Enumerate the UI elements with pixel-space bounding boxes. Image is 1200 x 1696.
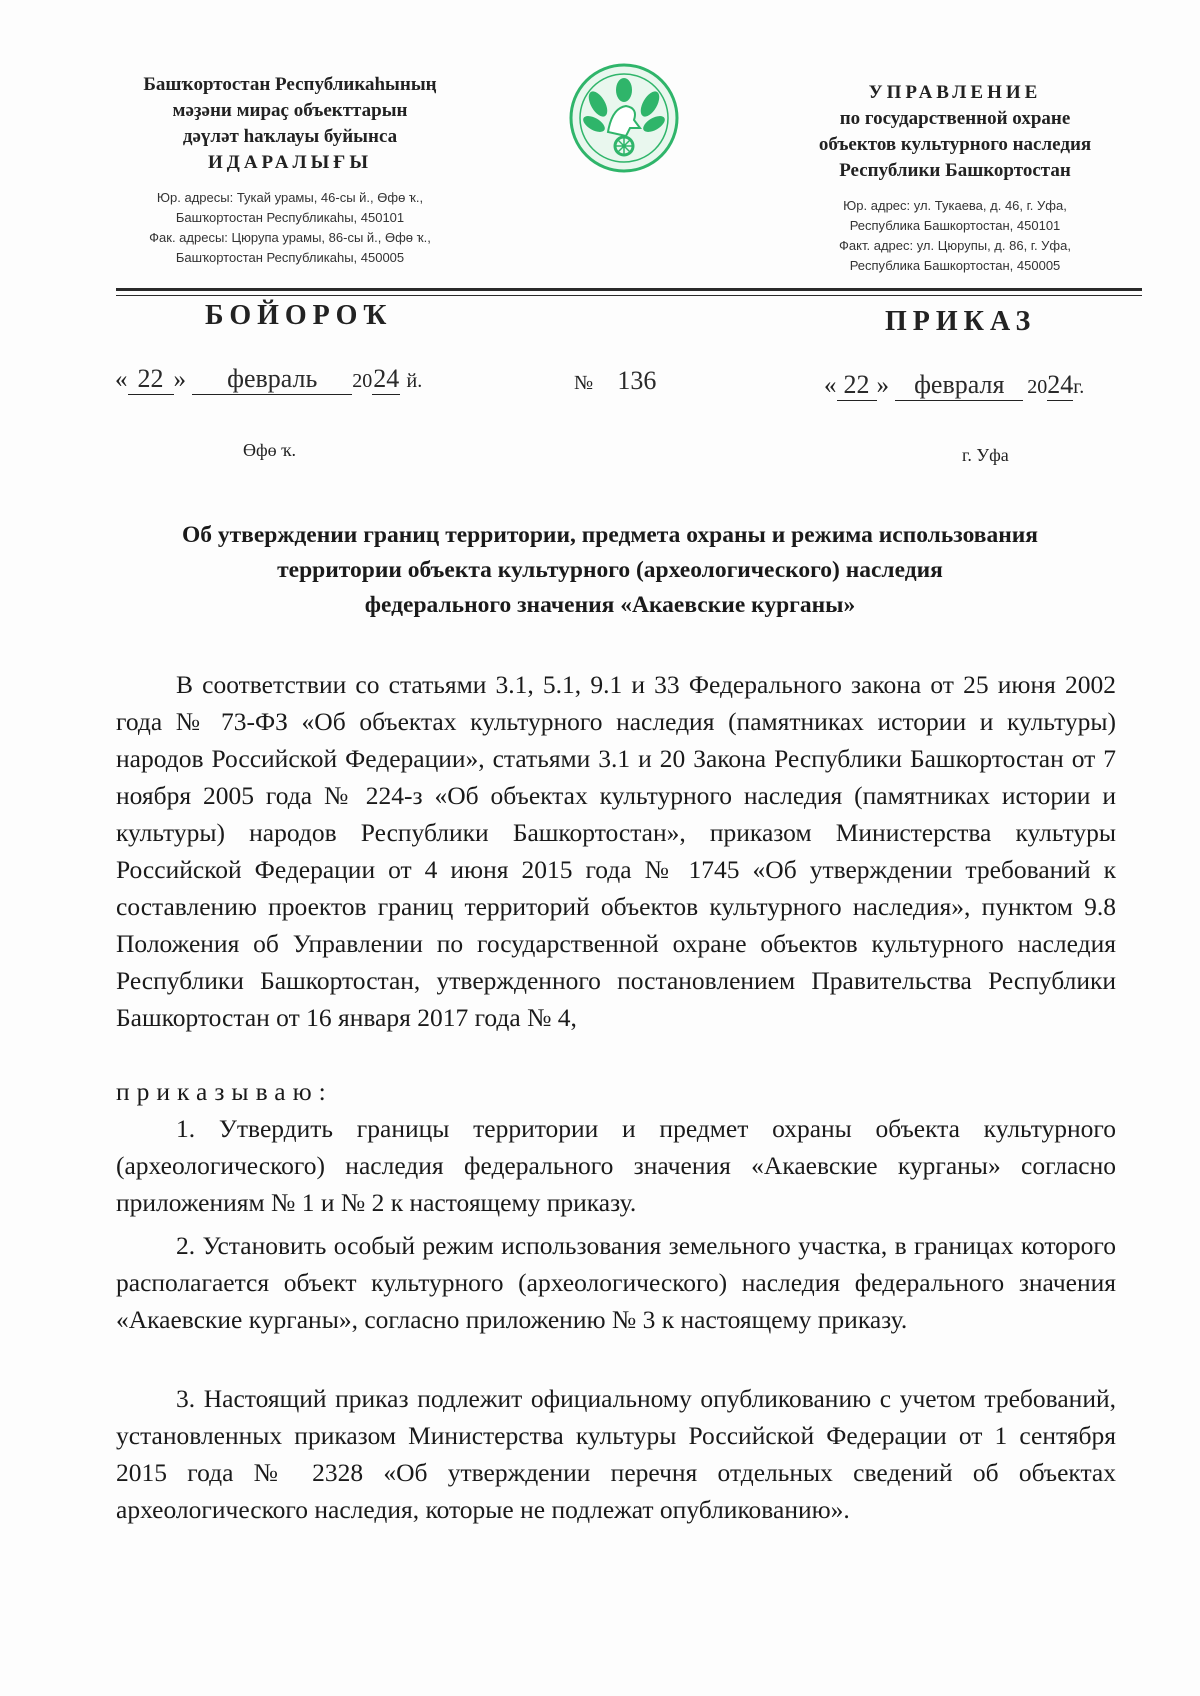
title-line1: Об утверждении границ территории, предмета охраны и режима использования <box>181 522 1038 548</box>
date-right-quote-open: « <box>824 372 837 399</box>
header-left-address4: Башҡортостан Республикаһы, 450005 <box>175 250 405 265</box>
item-2-paragraph: 2. Установить особый режим использования земельного участка, в границах которого располагается объект культурного (археологического) наследия федерального значения «Акаевские курганы», согласно приложению № 3 к настоящему приказу. <box>116 1231 1116 1334</box>
date-right-year-unit: г. <box>1073 376 1085 398</box>
header-divider-thin <box>116 295 1142 296</box>
header-right-line1: УПРАВЛЕНИЕ <box>868 82 1042 103</box>
order-word: приказываю: <box>116 1077 333 1106</box>
item-3-paragraph: 3. Настоящий приказ подлежит официальному опубликованию с учетом требований, установленных приказом Министерства культуры Российской Федерации от 1 сентября 2015 года № 2328 «Об утверждении перечня отдельных сведений об объектах археологического наследия, которые не подлежат опубликованию». <box>116 1384 1116 1524</box>
header-left-line2: мәҙәни мираҫ объекттарын <box>172 100 408 121</box>
date-left-quote-open: « <box>115 366 128 393</box>
header-right <box>770 80 1140 276</box>
document-title <box>110 518 1110 623</box>
doc-type-right: ПРИКАЗ <box>885 306 1037 337</box>
date-right-quote-close: » <box>876 372 889 399</box>
header-left-address3: Фак. адресы: Цюрупа урамы, 86-сы й., Өфө ҡ., <box>149 230 431 245</box>
title-line2: территории объекта культурного (археологического) наследия <box>277 557 943 583</box>
header-left-line4: ИДАРАЛЫҒЫ <box>207 152 373 173</box>
header-right-address2: Республика Башкортостан, 450101 <box>849 218 1061 233</box>
header-left-line3: дәүләт һаҡлауы буйынса <box>182 126 398 147</box>
header-left-line1: Башҡортостан Республикаһының <box>143 74 437 95</box>
date-left-year-prefix: 20 <box>352 370 373 392</box>
date-left-month: февраль <box>192 364 352 395</box>
date-right-month: февраля <box>895 370 1023 401</box>
date-left <box>115 364 422 395</box>
title-line3: федерального значения «Акаевские курганы» <box>364 592 856 618</box>
doc-number-sign: № <box>574 372 594 394</box>
date-left-quote-close: » <box>173 366 186 393</box>
header-right-line2: по государственной охране <box>839 108 1071 129</box>
header-right-line3: объектов культурного наследия <box>818 134 1092 155</box>
doc-type-left: БОЙОРОҠ <box>205 300 393 331</box>
header-divider-thick <box>116 288 1142 291</box>
header-right-address4: Республика Башкортостан, 450005 <box>849 258 1061 273</box>
date-right-day: 22 <box>837 370 877 401</box>
header-left-address2: Башҡортостан Республикаһы, 450101 <box>175 210 405 225</box>
header-left <box>100 72 480 268</box>
date-right-year-suffix: 24 <box>1047 370 1074 399</box>
date-left-day: 22 <box>128 364 174 395</box>
header-right-address3: Факт. адрес: ул. Цюрупы, д. 86, г. Уфа, <box>839 238 1071 253</box>
header-right-address1: Юр. адрес: ул. Тукаева, д. 46, г. Уфа, <box>843 198 1067 213</box>
header-left-address1: Юр. адресы: Тукай урамы, 46-сы й., Өфө ҡ., <box>156 190 424 205</box>
doc-number <box>574 366 656 396</box>
doc-number-value: 136 <box>617 366 657 395</box>
date-right-year-prefix: 20 <box>1027 376 1048 398</box>
item-1-paragraph: 1. Утвердить границы территории и предмет охраны объекта культурного (археологического) наследия федерального значения «Акаевские курганы» согласно приложениям № 1 и № 2 к настоящему приказу. <box>116 1114 1116 1217</box>
place-right: г. Уфа <box>962 445 1009 465</box>
header-right-line4: Республики Башкортостан <box>839 160 1071 181</box>
date-left-year-unit: й. <box>406 370 423 392</box>
place-left: Өфө ҡ. <box>243 440 296 460</box>
date-left-year-suffix: 24 <box>373 364 400 393</box>
preamble-paragraph: В соответствии со статьями 3.1, 5.1, 9.1 и 33 Федерального закона от 25 июня 2002 года № 73-ФЗ «Об объектах культурного наследия (памятниках истории и культуры) народов Российской Федерации», статьями 3.1 и 20 Закона Республики Башкортостан от 7 ноября 2005 года № 224-з «Об объектах культурного наследия (памятниках истории и культуры) народов Республики Башкортостан», приказом Министерства культуры Российской Федерации от 4 июня 2015 года № 1745 «Об утверждении требований к составлению проектов границ территорий объектов культурного наследия», пунктом 9.8 Положения об Управлении по государственной охране объектов культурного наследия Республики Башкортостан, утвержденного постановлением Правительства Республики Башкортостан от 16 января 2017 года № 4, <box>116 670 1116 1032</box>
coat-of-arms-icon <box>568 62 680 174</box>
date-right <box>824 370 1084 401</box>
